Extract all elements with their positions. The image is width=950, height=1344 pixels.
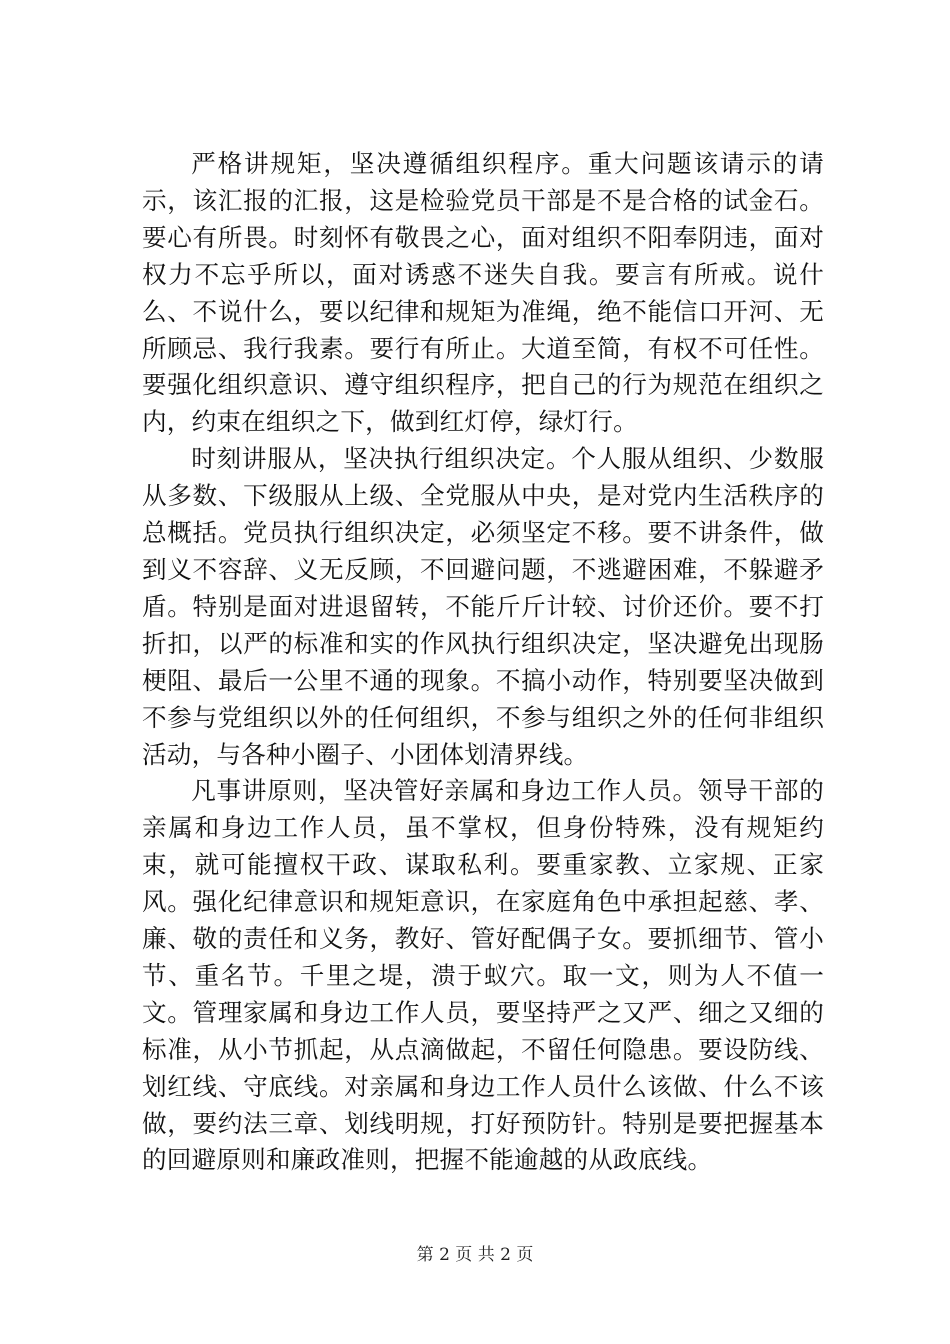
paragraph-3: 凡事讲原则，坚决管好亲属和身边工作人员。领导干部的亲属和身边工作人员，虽不掌权，但身份特殊，没有规矩约束，就可能擅权干政、谋取私利。要重家教、立家规、正家风。强化纪律意识和规矩意识，在家庭角色中承担起慈、孝、廉、敬的责任和义务，教好、管好配偶子女。要抓细节、管小节、重名节。千里之堤，溃于蚁穴。取一文，则为人不值一文。管理家属和身边工作人员，要坚持严之又严、细之又细的标准，从小节抓起，从点滴做起，不留任何隐患。要设防线、划红线、守底线。对亲属和身边工作人员什么该做、什么不该做，要约法三章、划线明规，打好预防针。特别是要把握基本的回避原则和廉政准则，把握不能逾越的从政底线。	[142, 776, 824, 1175]
paragraph-2: 时刻讲服从，坚决执行组织决定。个人服从组织、少数服从多数、下级服从上级、全党服从中央，是对党内生活秩序的总概括。党员执行组织决定，必须坚定不移。要不讲条件，做到义不容辞、义无反顾，不回避问题，不逃避困难，不躲避矛盾。特别是面对进退留转，不能斤斤计较、讨价还价。要不打折扣，以严的标准和实的作风执行组织决定，坚决避免出现肠梗阻、最后一公里不通的现象。不搞小动作，特别要坚决做到不参与党组织以外的任何组织，不参与组织之外的任何非组织活动，与各种小圈子、小团体划清界线。	[142, 444, 824, 769]
body-text	[142, 146, 824, 1179]
page-footer: 第 2 页 共 2 页	[416, 1245, 534, 1265]
paragraph-1: 严格讲规矩，坚决遵循组织程序。重大问题该请示的请示，该汇报的汇报，这是检验党员干部是不是合格的试金石。要心有所畏。时刻怀有敬畏之心，面对组织不阳奉阴违，面对权力不忘乎所以，面对诱惑不迷失自我。要言有所戒。说什么、不说什么，要以纪律和规矩为准绳，绝不能信口开河、无所顾忌、我行我素。要行有所止。大道至简，有权不可任性。要强化组织意识、遵守组织程序，把自己的行为规范在组织之内，约束在组织之下，做到红灯停，绿灯行。	[142, 149, 824, 437]
